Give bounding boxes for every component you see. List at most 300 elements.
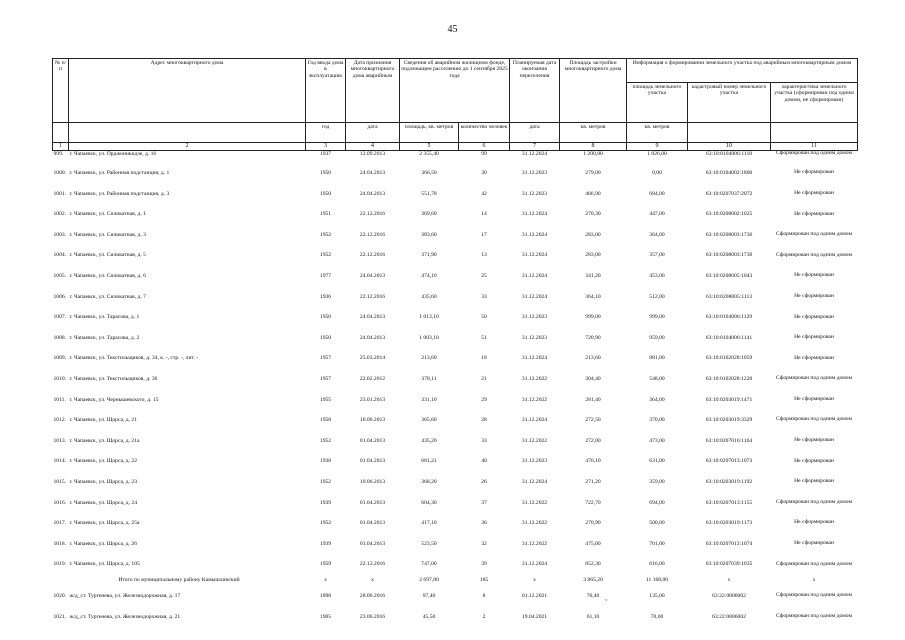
land-area: 684,00 (649, 190, 665, 197)
area: 435,60 (421, 293, 437, 300)
cadastral-number: 63:10:0207037:2072 (705, 190, 753, 197)
year-built: 1958 (319, 417, 332, 424)
land-area: 473,00 (649, 437, 665, 444)
residents: 18 (481, 355, 487, 362)
col-number: 7 (510, 143, 560, 151)
land-area: 359,00 (649, 478, 665, 485)
table-row (53, 513, 858, 534)
col-number: 6 (459, 143, 510, 151)
date-declared: 01.04.2013 (359, 437, 386, 444)
date-declared: 23.06.2016 (359, 613, 386, 620)
building-area: 279,00 (585, 170, 601, 177)
residents: 39 (481, 561, 487, 568)
unit-col-9: кв. метров (627, 123, 688, 143)
unit-col-11 (771, 123, 858, 143)
resettlement-date: 31.12.2023 (521, 314, 548, 321)
land-status: Сформирован под одним домом (775, 251, 853, 258)
land-status: Не сформирован (794, 457, 834, 464)
residents: 33 (481, 437, 487, 444)
building-area: 852,30 (585, 561, 601, 568)
table-row (53, 204, 858, 225)
residents: 33 (481, 293, 487, 300)
row-number: 1004. (53, 252, 67, 259)
table-row (53, 245, 858, 266)
year-built: 1952 (319, 437, 332, 444)
residents: 42 (481, 190, 487, 197)
area: 435,20 (421, 437, 437, 444)
land-area: 631,00 (649, 458, 665, 465)
resettlement-date: 31.12.2022 (521, 396, 548, 403)
resettlement-date: 31.12.2022 (521, 437, 548, 444)
cadastral-number: 63:10:0208005:1113 (705, 293, 753, 300)
land-area: 881,00 (649, 355, 665, 362)
date-declared: 22.12.2016 (359, 293, 386, 300)
residents: 25 (481, 273, 487, 280)
residents: 40 (481, 458, 487, 465)
land-area: 548,00 (649, 376, 665, 383)
year-built: 1898 (319, 592, 332, 599)
resettlement-date: 31.12.2022 (521, 520, 548, 527)
date-declared: 24.04.2013 (359, 334, 386, 341)
area: 551,78 (421, 190, 437, 197)
header-col-9: площадь земельного участка (627, 83, 688, 123)
resettlement-date: 31.12.2024 (521, 231, 548, 238)
address: г. Чапаевск, ул. Щорса, д. 24 (69, 499, 138, 506)
residents: 26 (481, 478, 487, 485)
cadastral-number: 63:10:0207016:1164 (705, 437, 753, 444)
year-built: 1939 (319, 540, 332, 547)
land-status: Сформирован под одним домом (775, 416, 853, 423)
residents: 30 (481, 170, 487, 177)
col-number: 8 (560, 143, 627, 151)
header-col-11: характеристика земельного участка (сформирован под одним домом, не сформирован) (771, 83, 858, 123)
year-built: 1950 (319, 190, 332, 197)
scan-mark: ˇ (605, 598, 608, 607)
land-status: Сформирован под одним домом (775, 150, 853, 156)
land-area: 500,00 (649, 520, 665, 527)
residents: 28 (481, 417, 487, 424)
row-number: 1002. (53, 211, 67, 218)
date-declared: 12.09.2013 (359, 151, 386, 157)
building-area: 364,10 (585, 293, 601, 300)
land-status: Сформирован под одним домом (775, 560, 853, 567)
cadastral-number: 63:10:0207039:1035 (705, 561, 753, 568)
total-c10: x (727, 577, 731, 584)
area: 365,60 (421, 417, 437, 424)
land-status: Не сформирован (794, 437, 834, 444)
address: г. Чапаевск, ул. Тарасова, д. 1 (69, 314, 140, 321)
building-area: 722,70 (585, 499, 601, 506)
building-area: 270,90 (585, 520, 601, 527)
land-status: Сформирован под одним домом (775, 592, 853, 599)
area: 371,90 (421, 252, 437, 259)
table-row (53, 410, 858, 431)
land-status: Не сформирован (794, 519, 834, 526)
resettlement-date: 31.12.2022 (521, 499, 548, 506)
col-number: 1 (53, 143, 69, 151)
land-status: Не сформирован (794, 478, 834, 485)
row-number: 1016. (53, 499, 67, 506)
address: г. Чапаевск, ул. Силикатная, д. 6 (69, 273, 146, 280)
resettlement-date: 31.12.2022 (521, 376, 548, 383)
land-area: 1 026,00 (647, 151, 667, 157)
cadastral-number: 63:10:0102028:1059 (705, 355, 753, 362)
header-col-4: Дата признания многоквартирного дома аварийным (346, 59, 400, 123)
land-area: 364,00 (649, 396, 665, 403)
table-row (53, 606, 858, 627)
land-area: 357,00 (649, 252, 665, 259)
col-number: 3 (306, 143, 346, 151)
table-row (53, 307, 858, 328)
resettlement-date: 01.12.2021 (521, 592, 548, 599)
land-area: 512,00 (649, 293, 665, 300)
address: г. Чапаевск, ул. Силикатная, д. 5 (69, 252, 146, 259)
land-area: 616,00 (649, 561, 665, 568)
year-built: 1955 (319, 396, 332, 403)
cadastral-number: 63:10:0208003:1736 (705, 231, 753, 238)
land-area: 70,00 (650, 613, 664, 620)
row-number: 1011. (53, 396, 66, 403)
building-area: 271,20 (585, 478, 601, 485)
year-built: 1950 (319, 334, 332, 341)
date-declared: 24.04.2013 (359, 273, 386, 280)
header-col-9-11: Информация о формировании земельного участка под аварийным многоквартирным домом (627, 59, 858, 83)
resettlement-date: 31.12.2023 (521, 334, 548, 341)
cadastral-number: 63:10:0104002:1800 (705, 170, 753, 177)
building-area: 304,40 (585, 376, 601, 383)
header-col-5-6: Сведения об аварийном жилищном фонде, подлежащем расселению до 1 сентября 2025 года (400, 59, 510, 123)
resettlement-date: 31.12.2024 (521, 561, 548, 568)
year-built: 1950 (319, 170, 332, 177)
col-number: 11 (771, 143, 858, 151)
area: 97,40 (422, 592, 436, 599)
row-number: 1010. (53, 376, 67, 383)
address: г. Чапаевск, ул. Щорса, д. 26 (69, 540, 138, 547)
table-row (53, 472, 858, 493)
address: г. Чапаевск, ул. Районная подстанция, д. 1 (69, 170, 170, 177)
date-declared: 23.01.2013 (359, 396, 386, 403)
area: 331,10 (421, 396, 437, 403)
land-status: Не сформирован (794, 540, 834, 547)
address: г. Чапаевск, ул. Щорса, д. 21а (69, 437, 140, 444)
cadastral-number: 63:10:0207013:1155 (705, 499, 753, 506)
unit-col-1 (53, 123, 69, 143)
area: 213,60 (421, 355, 437, 362)
area: 2 355,40 (419, 151, 439, 157)
area: 417,10 (421, 520, 437, 527)
address: г. Чапаевск, ул. Районная подстанция, д. 3 (69, 190, 170, 197)
land-area: 447,00 (649, 211, 665, 218)
building-area: 720,90 (585, 334, 601, 341)
building-area: 76,40 (586, 592, 600, 599)
date-declared: 01.04.2013 (359, 499, 386, 506)
row-number: 1005. (53, 273, 67, 280)
cadastral-number: 63:10:0207013:1074 (705, 540, 753, 547)
date-declared: 24.04.2013 (359, 170, 386, 177)
year-built: 1952 (319, 231, 332, 238)
table-row (53, 151, 858, 164)
table-row (53, 184, 858, 205)
area: 747,00 (421, 561, 437, 568)
col-number: 2 (69, 143, 306, 151)
date-declared: 22.12.2016 (359, 231, 386, 238)
total-c3: x (324, 577, 327, 584)
land-status: Сформирован под одним домом (775, 375, 853, 382)
land-area: 370,00 (649, 417, 665, 424)
unit-col-8: кв. метров (560, 123, 627, 143)
cadastral-number: 63:10:0203019:3329 (705, 417, 753, 424)
land-area: 0,00 (652, 170, 662, 177)
cadastral-number: 63:10:0104006:1118 (705, 151, 753, 157)
address: г. Чапаевск, ул. Щорса, д. 105 (69, 561, 140, 568)
row-number: 1017. (53, 520, 67, 527)
residents: 29 (481, 396, 487, 403)
residents: 8 (482, 592, 486, 599)
building-area: 213,60 (585, 355, 601, 362)
resettlement-date: 31.12.2024 (521, 355, 548, 362)
table-row (53, 586, 858, 607)
year-built: 1959 (319, 561, 332, 568)
header-col-8: Площадь застройки многоквартирного дома (560, 59, 627, 123)
land-area: 364,00 (649, 231, 665, 238)
building-area: 1 200,80 (583, 151, 603, 157)
residents: 51 (481, 334, 487, 341)
date-declared: 10.06.2013 (359, 478, 386, 485)
residents: 14 (481, 211, 487, 218)
row-number: 1013. (53, 437, 67, 444)
building-area: 476,10 (585, 458, 601, 465)
total-c5: 2 697,80 (419, 577, 439, 584)
table-row (53, 451, 858, 472)
total-c4: x (371, 577, 374, 584)
year-built: 1938 (319, 458, 332, 465)
residents: 50 (481, 314, 487, 321)
resettlement-date: 31.12.2023 (521, 190, 548, 197)
cadastral-number: 63:22:0806002 (712, 613, 746, 620)
area: 368,20 (421, 478, 437, 485)
cadastral-number: 63:10:0104006:1129 (705, 314, 753, 321)
cadastral-number: 63:10:0208003:1730 (705, 252, 753, 259)
row-number: 1009. (53, 355, 67, 362)
resettlement-date: 31.12.2024 (521, 151, 548, 157)
year-built: 1905 (319, 613, 332, 620)
year-built: 1952 (319, 520, 332, 527)
address: г. Чапаевск, ул. Щорса, д. 23 (69, 478, 138, 485)
table-row (53, 493, 858, 514)
table-row (53, 390, 858, 411)
date-declared: 28.06.2016 (359, 592, 386, 599)
row-number: 1014. (53, 458, 67, 465)
land-area: 694,00 (649, 499, 665, 506)
resettlement-date: 31.12.2022 (521, 540, 548, 547)
residents: 17 (481, 231, 487, 238)
building-area: 61,10 (586, 613, 600, 620)
land-status: Не сформирован (794, 210, 834, 217)
area: 1 003,10 (419, 334, 439, 341)
page-number: 45 (447, 24, 458, 35)
address: г. Чапаевск, ул. Силикатная, д. 1 (69, 211, 146, 218)
residents: 99 (481, 151, 487, 157)
date-declared: 24.04.2013 (359, 190, 386, 197)
table-row (53, 554, 858, 575)
date-declared: 25.03.2014 (359, 355, 386, 362)
table-row (53, 328, 858, 349)
row-number: 1019. (53, 561, 67, 568)
address: г. Чапаевск, ул. Силикатная, д. 7 (69, 293, 146, 300)
land-area: 135,00 (649, 592, 665, 599)
cadastral-number: 63:10:0208002:1025 (705, 211, 753, 218)
cadastral-number: 63:10:0104006:1141 (705, 334, 753, 341)
area: 523,50 (421, 540, 437, 547)
area: 383,60 (421, 231, 437, 238)
address: г. Чапаевск, ул. Текстильщиков, д. 36 (69, 376, 158, 383)
row-number: 1012. (53, 417, 67, 424)
header-col-2: Адрес многоквартирного дома (69, 59, 306, 123)
area: 474,10 (421, 273, 437, 280)
table-row (53, 431, 858, 452)
col-number: 5 (400, 143, 459, 151)
year-built: 1957 (319, 376, 332, 383)
total-c7: x (533, 577, 536, 584)
table-row (53, 266, 858, 287)
date-declared: 22.12.2016 (359, 561, 386, 568)
land-status: Сформирован под одним домом (775, 498, 853, 505)
table-row (53, 534, 858, 555)
land-status: Не сформирован (794, 395, 834, 402)
table-row (53, 163, 858, 184)
address: г. Чапаевск, ул. Текстильщиков, д. 34, к. -, стр. -, лит. - (69, 355, 199, 362)
land-status: Не сформирован (794, 189, 834, 196)
land-status: Не сформирован (794, 354, 834, 361)
cadastral-number: 63:10:0203019:1471 (705, 396, 753, 403)
unit-col-5: площадь, кв. метров (400, 123, 459, 143)
year-built: 1952 (319, 478, 332, 485)
residents: 36 (481, 520, 487, 527)
land-status: Не сформирован (794, 334, 834, 341)
total-c11: x (812, 577, 816, 584)
date-declared: 22.12.2016 (359, 252, 386, 259)
table-row (53, 369, 858, 390)
land-status: Не сформирован (794, 272, 834, 279)
residents: 2 (482, 613, 486, 620)
building-area: 999,00 (585, 314, 601, 321)
table-body (53, 151, 858, 628)
residents: 21 (481, 376, 487, 383)
col-number: 4 (346, 143, 400, 151)
building-area: 283,00 (585, 252, 601, 259)
table-header (53, 59, 858, 151)
cadastral-number: 63:10:0203019:1192 (705, 478, 753, 485)
area: 681,21 (421, 458, 437, 465)
date-declared: 22.12.2016 (359, 211, 386, 218)
cadastral-number: 63:22:0806002 (712, 592, 746, 599)
resettlement-date: 31.12.2023 (521, 458, 548, 465)
unit-col-10 (688, 123, 771, 143)
row-number: 1018. (53, 540, 67, 547)
total-c9: 11 168,00 (645, 577, 669, 584)
total-label: Итого по муниципальному району Камышлинский (118, 577, 240, 584)
header-col-1: № п/п (53, 59, 69, 123)
date-declared: 01.04.2013 (359, 520, 386, 527)
land-area: 453,00 (649, 273, 665, 280)
resettlement-date: 31.12.2024 (521, 417, 548, 424)
row-number: 1006. (53, 293, 67, 300)
resettlement-date: 31.12.2024 (521, 211, 548, 218)
total-c6: 185 (479, 577, 489, 584)
address: г. Чапаевск, ул. Тарасова, д. 2 (69, 334, 140, 341)
land-area: 999,00 (649, 314, 665, 321)
residents: 13 (481, 252, 487, 259)
housing-table (52, 58, 858, 627)
cadastral-number: 63:10:0203019:1173 (705, 520, 753, 527)
year-built: 1936 (319, 293, 332, 300)
header-col-3: Год ввода дома в эксплуатацию (306, 59, 346, 123)
year-built: 1950 (319, 314, 332, 321)
year-built: 1951 (319, 211, 332, 218)
land-status: Сформирован под одним домом (775, 231, 853, 238)
resettlement-date: 31.12.2024 (521, 273, 548, 280)
row-number: 1015. (53, 478, 67, 485)
building-area: 283,00 (585, 231, 601, 238)
area: 604,30 (421, 499, 437, 506)
address: г. Чапаевск, ул. Щорса, д. 25а (69, 520, 140, 527)
year-built: 1937 (319, 151, 332, 157)
land-status: Не сформирован (794, 169, 834, 176)
land-status: Не сформирован (794, 292, 834, 299)
land-status: Сформирован под одним домом (775, 612, 853, 619)
total-c8: 3 865,20 (583, 577, 603, 584)
address: г. Чапаевск, ул. Щорса, д. 21 (69, 417, 138, 424)
row-number: 1003. (53, 231, 67, 238)
building-area: 272,50 (585, 417, 601, 424)
date-declared: 01.04.2013 (359, 540, 386, 547)
address: г. Чапаевск, ул. Чернышевского, д. 15 (69, 396, 159, 403)
unit-col-7: дата (510, 123, 560, 143)
area: 366,50 (421, 170, 437, 177)
header-col-7: Планируемая дата окончания переселения (510, 59, 560, 123)
resettlement-date: 31.12.2024 (521, 252, 548, 259)
cadastral-number: 63:10:0207013:1073 (705, 458, 753, 465)
building-area: 270,30 (585, 211, 601, 218)
area: 45,50 (422, 613, 436, 620)
resettlement-date: 31.12.2024 (521, 293, 548, 300)
row-number: 1020. (53, 592, 67, 599)
building-area: 281,40 (585, 396, 601, 403)
col-number: 9 (627, 143, 688, 151)
row-number: 1008. (53, 334, 67, 341)
cadastral-number: 63:10:0208005:1043 (705, 273, 753, 280)
total-row (53, 575, 858, 586)
address: ж/д_ст. Тургенева, ул. Железнодорожная, д. 17 (69, 592, 181, 599)
residents: 32 (481, 540, 487, 547)
address: г. Чапаевск, ул. Силикатная, д. 3 (69, 231, 146, 238)
land-area: 701,00 (649, 540, 665, 547)
year-built: 1977 (319, 273, 332, 280)
date-declared: 22.02.2012 (359, 376, 386, 383)
resettlement-date: 31.12.2023 (521, 170, 548, 177)
year-built: 1952 (319, 252, 332, 259)
address: г. Чапаевск, ул. Щорса, д. 22 (69, 458, 138, 465)
address: ж/д_ст. Тургенева, ул. Железнодорожная, д. 21 (69, 613, 181, 620)
residents: 37 (481, 499, 487, 506)
land-status: Не сформирован (794, 313, 834, 320)
land-area: 959,00 (649, 334, 665, 341)
building-area: 272,00 (585, 437, 601, 444)
table-row (53, 348, 858, 369)
date-declared: 10.06.2013 (359, 417, 386, 424)
table-row (53, 225, 858, 246)
row-number: 1001. (53, 190, 67, 197)
